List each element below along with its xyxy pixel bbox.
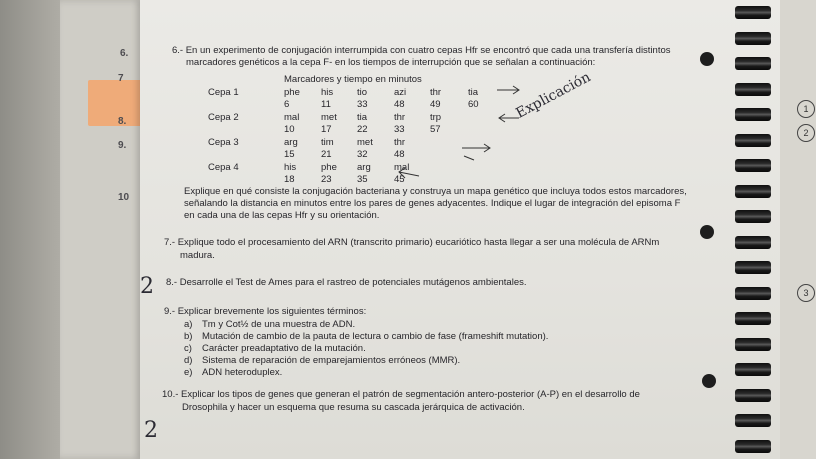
marker-cell: tim xyxy=(321,137,334,148)
handwritten-mark-2b: 2 xyxy=(144,418,158,443)
handwritten-mark-2a: 2 xyxy=(140,274,154,299)
binding-coil xyxy=(735,57,771,70)
binding-coil xyxy=(735,287,771,300)
under-number-9: 9. xyxy=(118,140,127,151)
binding-coil xyxy=(735,414,771,427)
q9-item-text: Mutación de cambio de la pauta de lectura o cambio de fase (frameshift mutation). xyxy=(202,331,549,342)
binding-coil xyxy=(735,312,771,325)
q6-explain1: Explique en qué consiste la conjugación bacteriana y construya un mapa genético que incluya todos estos marcadores, xyxy=(184,186,687,197)
q6-line1: 6.- En un experimento de conjugación interrumpida con cuatro cepas Hfr se encontró que cada una transfería distintos xyxy=(172,45,671,56)
q9-intro: 9.- Explicar brevemente los siguientes términos: xyxy=(164,306,367,317)
marker-cell: tia xyxy=(357,112,368,123)
q9-item-text: Carácter preadaptativo de la mutación. xyxy=(202,343,366,354)
strain-label: Cepa 1 xyxy=(208,87,239,98)
under-number-7: 7 xyxy=(118,73,124,84)
punch-hole xyxy=(702,374,716,388)
q6-explain3: en cada una de las cepas Hfr y su orientación. xyxy=(184,210,380,221)
q9-item-text: Sistema de reparación de emparejamientos erróneos (MMR). xyxy=(202,355,461,366)
time-cell: 49 xyxy=(430,99,441,110)
side-circle-1: 1 xyxy=(797,100,815,118)
binding-coil xyxy=(735,83,771,96)
binding-coil xyxy=(735,185,771,198)
time-cell: 32 xyxy=(357,149,368,160)
time-cell: 10 xyxy=(284,124,295,135)
time-cell: 60 xyxy=(468,99,479,110)
q8-line1: 8.- Desarrolle el Test de Ames para el rastreo de potenciales mutágenos ambientales. xyxy=(166,277,527,288)
binding-coil xyxy=(735,363,771,376)
marker-cell: his xyxy=(321,87,334,98)
q9-item-text: ADN heteroduplex. xyxy=(202,367,283,378)
q9-item-text: Tm y Cot½ de una muestra de ADN. xyxy=(202,319,356,330)
punch-hole xyxy=(700,52,714,66)
time-cell: 15 xyxy=(284,149,295,160)
marker-cell: mal xyxy=(394,162,410,173)
q6-explain2: señalando la distancia en minutos entre los pares de genes adyacentes. Indique el lugar de integración del episoma F xyxy=(184,198,681,209)
marker-cell: tio xyxy=(357,87,368,98)
marker-cell: thr xyxy=(394,137,406,148)
handwritten-explicacion: Explicación xyxy=(513,69,594,122)
time-cell: 21 xyxy=(321,149,332,160)
marker-cell: tia xyxy=(468,87,479,98)
time-cell: 18 xyxy=(284,174,295,185)
q9-item-letter: c) xyxy=(184,343,192,354)
q9-item-letter: a) xyxy=(184,319,193,330)
marker-cell: met xyxy=(357,137,373,148)
marker-cell: mal xyxy=(284,112,300,123)
handwritten-arrow-cepa4 xyxy=(393,166,423,182)
marker-cell: phe xyxy=(321,162,337,173)
binding-coil xyxy=(735,108,771,121)
marker-cell: arg xyxy=(284,137,298,148)
q10-line1: 10.- Explicar los tipos de genes que generan el patrón de segmentación antero-posterior (A-P) en el desarrollo de xyxy=(162,389,640,400)
q7-line1: 7.- Explique todo el procesamiento del ARN (transcrito primario) eucariótico hasta llegar a ser una molécula de ARNm xyxy=(164,237,660,248)
marker-cell: trp xyxy=(430,112,442,123)
time-cell: 35 xyxy=(357,174,368,185)
time-cell: 6 xyxy=(284,99,290,110)
side-circle-2: 2 xyxy=(797,124,815,142)
binding-coil xyxy=(735,32,771,45)
side-circle-3: 3 xyxy=(797,284,815,302)
marker-cell: thr xyxy=(430,87,442,98)
handwritten-arrow-cepa3 xyxy=(460,140,500,165)
time-cell: 23 xyxy=(321,174,332,185)
strain-label: Cepa 2 xyxy=(208,112,239,123)
time-cell: 33 xyxy=(357,99,368,110)
q7-line2: madura. xyxy=(180,250,215,261)
time-cell: 48 xyxy=(394,99,405,110)
binding-coil xyxy=(735,159,771,172)
time-cell: 45 xyxy=(394,174,405,185)
time-cell: 17 xyxy=(321,124,332,135)
binding-coil xyxy=(735,6,771,19)
q10-line2: Drosophila y hacer un esquema que resuma su cascada jerárquica de activación. xyxy=(182,402,525,413)
q9-item-letter: d) xyxy=(184,355,193,366)
binding-coil xyxy=(735,210,771,223)
time-cell: 11 xyxy=(321,99,331,110)
time-cell: 22 xyxy=(357,124,368,135)
marker-cell: azi xyxy=(394,87,407,98)
binding-coil xyxy=(735,134,771,147)
next-page-edge xyxy=(780,0,816,459)
binding-coil xyxy=(735,261,771,274)
time-cell: 33 xyxy=(394,124,405,135)
q6-line2: marcadores genéticos a la cepa F- en los tiempos de interrupción que se señalan a continuación: xyxy=(186,57,596,68)
punch-hole xyxy=(700,225,714,239)
marker-cell: phe xyxy=(284,87,300,98)
time-cell: 57 xyxy=(430,124,441,135)
marker-cell: thr xyxy=(394,112,406,123)
time-cell: 48 xyxy=(394,149,405,160)
binding-coil xyxy=(735,236,771,249)
marker-cell: met xyxy=(321,112,337,123)
under-number-6: 6. xyxy=(120,48,129,59)
table-header: Marcadores y tiempo en minutos xyxy=(284,74,422,85)
binding-coil xyxy=(735,389,771,402)
q9-item-letter: e) xyxy=(184,367,193,378)
under-number-8: 8. xyxy=(118,116,127,127)
binding-coil xyxy=(735,440,771,453)
marker-cell: his xyxy=(284,162,297,173)
binding-coil xyxy=(735,338,771,351)
q9-item-letter: b) xyxy=(184,331,193,342)
strain-label: Cepa 3 xyxy=(208,137,239,148)
strain-label: Cepa 4 xyxy=(208,162,239,173)
under-number-10: 10 xyxy=(118,192,130,203)
marker-cell: arg xyxy=(357,162,371,173)
